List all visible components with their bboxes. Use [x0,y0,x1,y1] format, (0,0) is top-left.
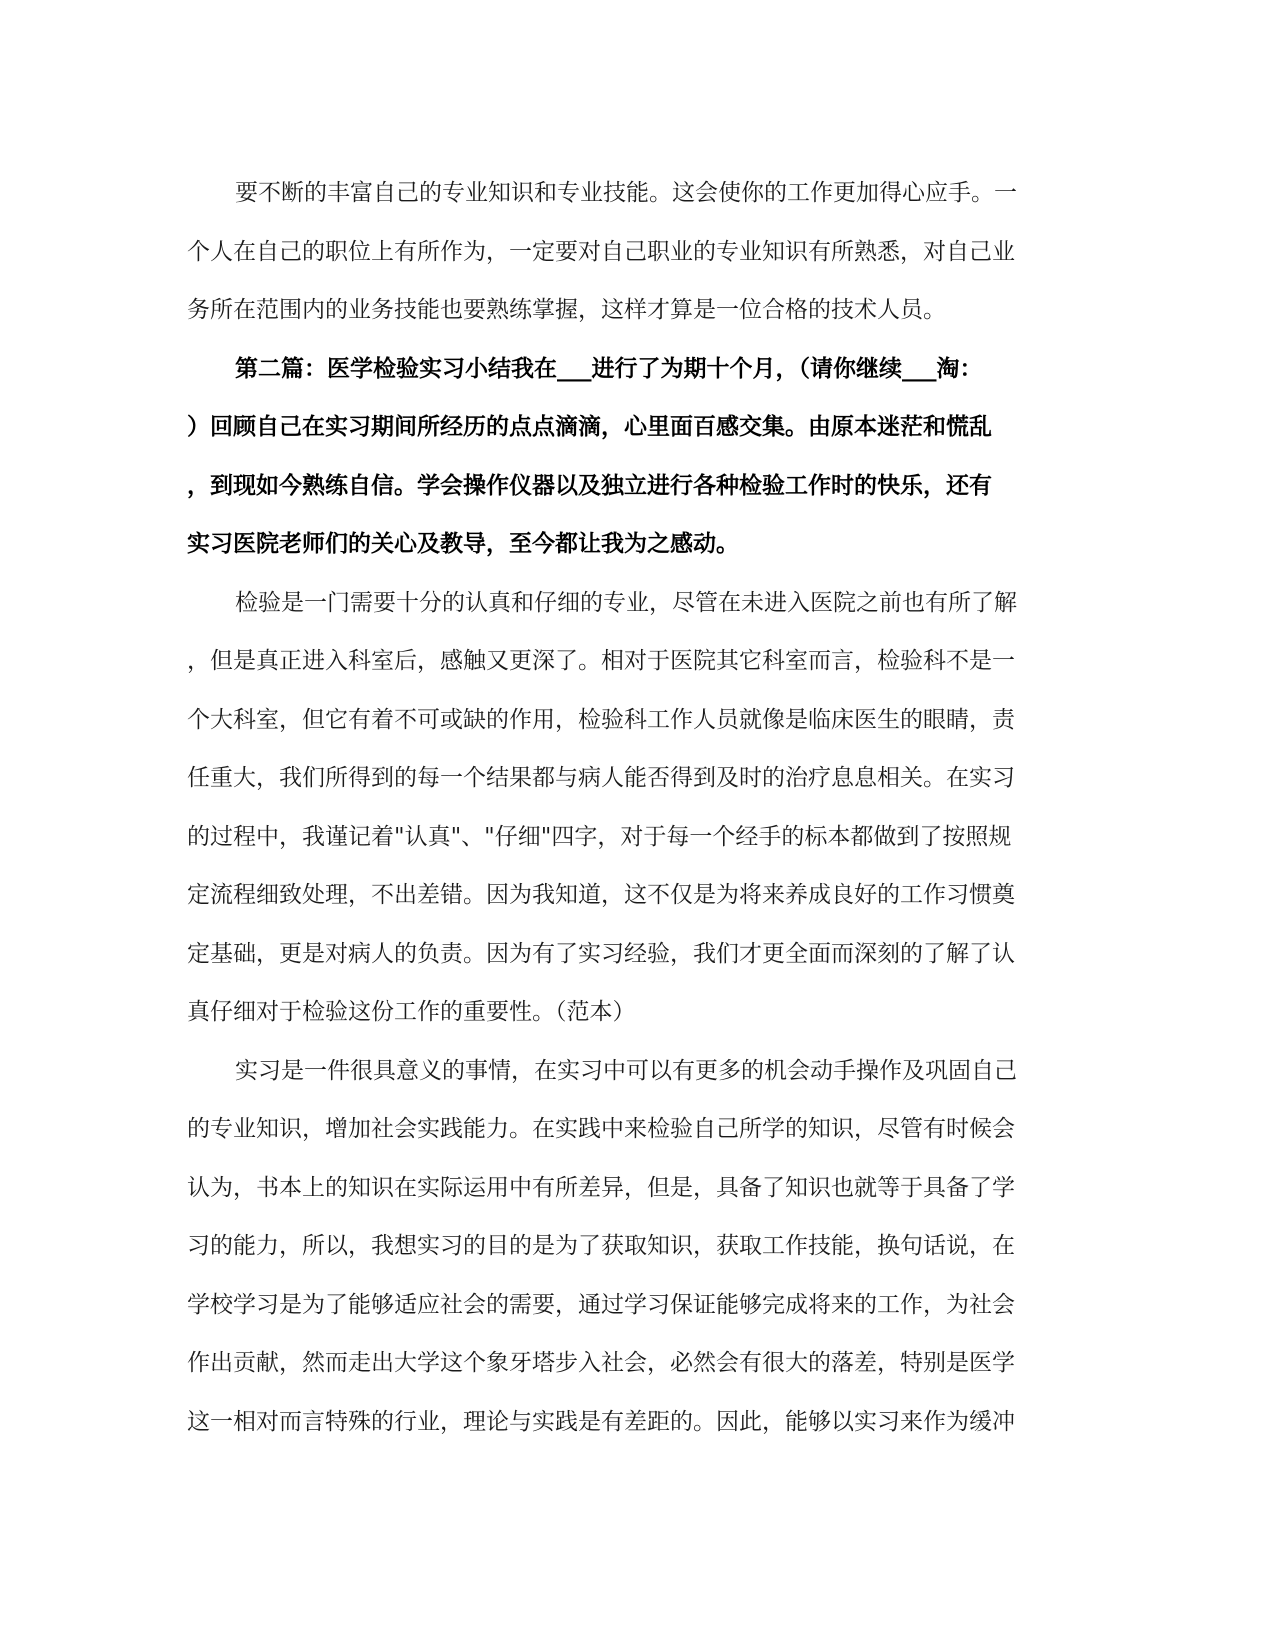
paragraph-internship-meaning [187,1042,1087,1452]
text-line: ，到现如今熟练自信。学会操作仪器以及独立进行各种检验工作时的快乐，还有 [187,472,992,499]
text-line: 的过程中，我谨记着"认真"、"仔细"四字，对于每一个经手的标本都做到了按照规 [187,823,1012,850]
text-line: 检验是一门需要十分的认真和仔细的专业，尽管在未进入医院之前也有所了解 [235,589,1017,616]
text-line: 作出贡献，然而走出大学这个象牙塔步入社会，必然会有很大的落差，特别是医学 [187,1350,1015,1376]
paragraph-professional-skills [187,164,1087,340]
text-line: 定基础，更是对病人的负责。因为有了实习经验，我们才更全面而深刻的了解了认 [187,940,1015,967]
text-line: 任重大，我们所得到的每一个结果都与病人能否得到及时的治疗息息相关。在实习 [187,765,1015,791]
text-line: ）回顾自己在实习期间所经历的点点滴滴，心里面百感交集。由原本迷茫和慌乱 [187,414,992,440]
paragraph-second-article-heading [187,340,1087,574]
text-line: 第二篇：医学检验实习小结我在___进行了为期十个月，（请你继续___淘： [235,355,983,382]
text-line: 要不断的丰富自己的专业知识和专业技能。这会使你的工作更加得心应手。一 [235,180,1017,206]
text-line: 实习是一件很具意义的事情，在实习中可以有更多的机会动手操作及巩固自己 [235,1057,1017,1084]
text-line: 学校学习是为了能够适应社会的需要，通过学习保证能够完成将来的工作，为社会 [187,1291,1015,1318]
text-line: ，但是真正进入科室后，感触又更深了。相对于医院其它科室而言，检验科不是一 [187,648,1015,674]
text-line: 真仔细对于检验这份工作的重要性。（范本） [187,999,636,1025]
text-line: 认为，书本上的知识在实际运用中有所差异，但是，具备了知识也就等于具备了学 [187,1174,1015,1201]
text-line: 的专业知识，增加社会实践能力。在实践中来检验自己所学的知识，尽管有时候会 [187,1116,1015,1142]
text-line: 个人在自己的职位上有所作为，一定要对自己职业的专业知识有所熟悉，对自己业 [187,238,1015,265]
text-line: 务所在范围内的业务技能也要熟练掌握，这样才算是一位合格的技术人员。 [187,297,946,323]
paragraph-lab-testing [187,574,1087,1042]
text-line: 习的能力，所以，我想实习的目的是为了获取知识，获取工作技能，换句话说，在 [187,1233,1015,1259]
text-line: 这一相对而言特殊的行业，理论与实践是有差距的。因此，能够以实习来作为缓冲 [187,1408,1015,1435]
text-line: 定流程细致处理，不出差错。因为我知道，这不仅是为将来养成良好的工作习惯奠 [187,882,1015,908]
text-line: 实习医院老师们的关心及教导，至今都让我为之感动。 [187,531,739,557]
document-body [187,164,1087,1451]
text-line: 个大科室，但它有着不可或缺的作用，检验科工作人员就像是临床医生的眼睛，责 [187,706,1015,733]
